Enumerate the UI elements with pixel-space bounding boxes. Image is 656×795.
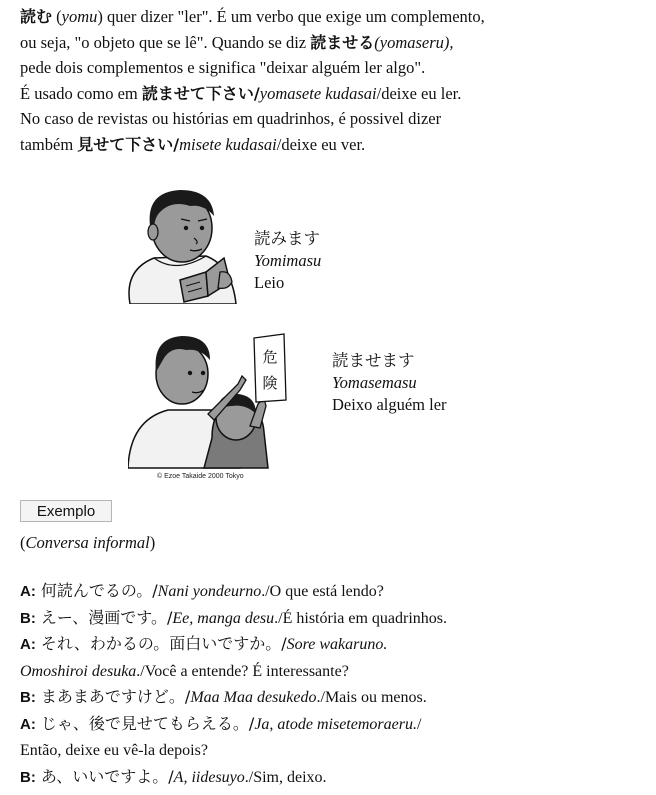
caption-romaji: Yomimasu — [254, 251, 322, 270]
dialogue-line: A: それ、わかるの。面白いですか。/Sore wakaruno. — [20, 634, 388, 653]
dialogue-line: Então, deixe eu vê-la depois? — [20, 742, 208, 759]
dialogue-line: A: じゃ、後で見せてもらえる。/Ja, atode misetemoraeru./ — [20, 713, 422, 733]
dialogue-line: A: 何読んでるの。/Nani yondeurno./O que está lendo? — [20, 581, 384, 600]
intro-line-3: pede dois complementos e significa "deixar alguém ler algo". — [20, 58, 426, 77]
intro-line-1: 読む (yomu) quer dizer "ler". É um verbo que exige um complemento, — [20, 7, 485, 26]
intro-paragraph — [20, 4, 650, 157]
copyright-notice: © Ezoe Takaide 2000 Tokyo — [157, 473, 244, 480]
caption-yomimasu — [254, 228, 321, 294]
caption-jp: 読ませます — [332, 351, 415, 370]
intro-line-5: No caso de revistas ou histórias em quadrinhos, é possivel dizer — [20, 109, 442, 128]
caption-yomasemasu — [332, 350, 447, 416]
caption-jp: 読みます — [254, 229, 320, 248]
example-button[interactable]: Exemplo — [20, 500, 112, 522]
dialogue-line: B: まあまあですけど。/Maa Maa desukedo./Mais ou menos. — [20, 687, 427, 706]
dialogue — [20, 578, 650, 790]
caption-romaji: Yomasemasu — [332, 373, 417, 392]
reading-man-illustration — [120, 186, 250, 304]
intro-line-2: ou seja, "o objeto que se lê". Quando se diz 読ませる(yomaseru), — [20, 32, 454, 52]
caption-translation: Deixo alguém ler — [332, 395, 447, 414]
intro-line-6: também 見せて下さい/misete kudasai/deixe eu ver. — [20, 134, 366, 154]
dialogue-line: B: えー、漫画です。/Ee, manga desu./É história em quadrinhos. — [20, 607, 448, 627]
letting-read-illustration — [128, 318, 288, 480]
intro-line-4: É usado como em 読ませて下さい/yomasete kudasai/deixe eu ler. — [20, 83, 462, 103]
dialogue-line: Omoshiroi desuka./Você a entende? É interessante? — [20, 662, 349, 680]
sign-text-bottom: 険 — [262, 374, 278, 392]
sign-text-top: 危 — [262, 348, 278, 366]
conversation-label: (Conversa informal) — [20, 533, 156, 552]
dialogue-line: B: あ、いいですよ。/A, iidesuyo./Sim, deixo. — [20, 766, 327, 786]
caption-translation: Leio — [254, 273, 285, 292]
